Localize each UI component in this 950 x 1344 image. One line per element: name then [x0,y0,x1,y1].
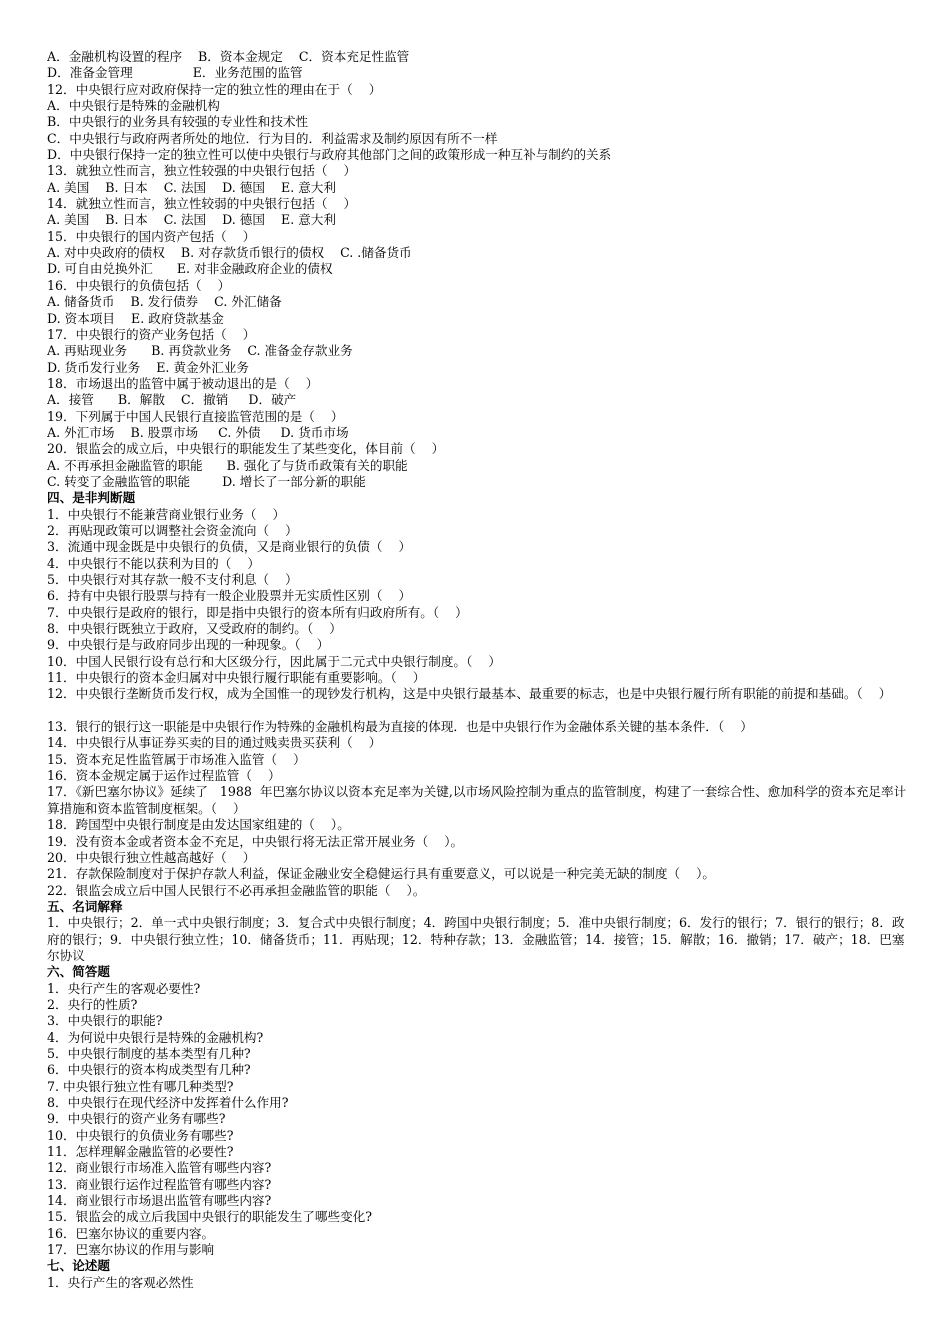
text-line: C. 转变了金融监管的职能 D. 增长了一部分新的职能 [47,473,366,489]
text-line: 15．中央银行的国内资产包括（ ） [47,228,256,244]
text-line: 5．中央银行制度的基本类型有几种? [47,1045,251,1061]
text-line: 2．央行的性质? [47,996,138,1012]
text-line: A．金融机构设置的程序 B．资本金规定 C．资本充足性监管 [47,49,410,64]
text-line: 10．中央银行的负债业务有哪些? [47,1127,234,1143]
text-line: 13．银行的银行这一职能是中央银行作为特殊的金融机构最为直接的体现．也是中央银行作为金融体系关键的基本条件．（ ） [47,719,753,735]
text-line: D．中央银行保持一定的独立性可以使中央银行与政府其他部门之间的政策形成一种互补与制约的关系 [47,147,612,163]
text-line: D．准备金管理 E．业务范围的监管 [47,65,303,81]
text-line: A. 再贴现业务 B. 再贷款业务 C. 准备金存款业务 [47,343,353,359]
text-line: 17．巴塞尔协议的作用与影响 [47,1242,215,1258]
text-line: 12．中央银行垄断货币发行权，成为全国惟一的现钞发行机构，这是中央银行最基本、最重要的标志，也是中央银行履行所有职能的前提和基础。（ ） [47,686,892,702]
text-line: 9．中央银行是与政府同步出现的一种现象。（ ） [47,637,330,653]
text-line: 2．再贴现政策可以调整社会资金流向（ ） [47,522,298,538]
text-line: 15．银监会的成立后我国中央银行的职能发生了哪些变化? [47,1209,373,1225]
text-line: 20．银监会的成立后，中央银行的职能发生了某些变化，体目前（ ） [47,441,445,457]
text-line: 17．《新巴塞尔协议》延续了 1988 年巴塞尔协议以资本充足率为关键,以市场风险控制为重点的监管制度，构建了一套综合性、愈加科学的资本充足率计算措施和资本监管制度框架。（ ） [47,784,907,816]
text-line: 6．中央银行的资本构成类型有几种? [47,1062,251,1078]
text-line: 13．商业银行运作过程监管有哪些内容? [47,1176,272,1192]
text-line: 7. 中央银行独立性有哪几种类型? [47,1078,234,1094]
text-line: 1．中央银行；2．单一式中央银行制度；3．复合式中央银行制度；4．跨国中央银行制度；5．准中央银行制度；6．发行的银行；7．银行的银行；8．政府的银行；9．中央银行独立性；10．储备货币；11．再贴现；12．特种存款；13．金融监管；14．接管；15．解散；16．撤销；17．破产；18．巴塞尔协议 [47,915,905,963]
text-line: 6．持有中央银行股票与持有一般企业股票并无实质性区别（ ） [47,588,412,604]
text-line: 16．巴塞尔协议的重要内容。 [47,1225,215,1241]
section-heading: 五、名词解释 [47,898,123,914]
document-body [47,49,909,1291]
text-line: 10．中国人民银行设有总行和大区级分行，因此属于二元式中央银行制度。（ ） [47,653,501,669]
text-line: 4．为何说中央银行是特殊的金融机构? [47,1029,264,1045]
text-line: A. 对中央政府的债权 B. 对存款货币银行的债权 C. .储备货币 [47,245,412,261]
text-line: 19．没有资本金或者资本金不充足，中央银行将无法正常开展业务（ ）。 [47,833,464,849]
text-line: A. 不再承担金融监管的职能 B. 强化了与货币政策有关的职能 [47,457,408,473]
text-line: 21．存款保险制度对于保护存款人利益，保证金融业安全稳健运行具有重要意义，可以说是一种完美无缺的制度（ ）。 [47,866,716,882]
text-line: D. 资本项目 E. 政府贷款基金 [47,310,224,326]
text-line: A．接管 B．解散 C．撤销 D．破产 [47,392,297,408]
text-line: 11．怎样理解金融监管的必要性? [47,1144,234,1160]
text-line: 7．中央银行是政府的银行，即是指中央银行的资本所有归政府所有。（ ） [47,604,468,620]
text-line: 14．中央银行从事证券买卖的目的通过贱卖贵买获利（ ） [47,735,382,751]
text-line: 12．商业银行市场准入监管有哪些内容? [47,1160,272,1176]
text-line: 17．中央银行的资产业务包括（ ） [47,326,256,342]
section-heading: 四、是非判断题 [47,490,136,506]
text-line: A．中央银行是特殊的金融机构 [47,98,220,114]
text-line: 11．中央银行的资本金归属对中央银行履行职能有重要影响。（ ） [47,670,426,686]
text-line: 1．央行产生的客观必要性? [47,980,201,996]
text-line: 3．流通中现金既是中央银行的负债，又是商业银行的负债（ ） [47,539,412,555]
text-line: 3．中央银行的职能? [47,1013,163,1029]
text-line: A. 储备货币 B. 发行债券 C. 外汇储备 [47,294,282,310]
section-heading: 六、简答题 [47,964,110,980]
text-line: D. 可自由兑换外汇 E. 对非金融政府企业的债权 [47,261,333,277]
text-line: 14．商业银行市场退出监管有哪些内容? [47,1193,272,1209]
section-heading: 七、论述题 [47,1258,110,1274]
text-line: 19．下列属于中国人民银行直接监管范围的是（ ） [47,408,344,424]
text-line: 20．中央银行独立性越高越好（ ） [47,849,256,865]
text-line: 14．就独立性而言，独立性较弱的中央银行包括（ ） [47,196,357,212]
text-line: 1．中央银行不能兼营商业银行业务（ ） [47,506,286,522]
text-line: 18．市场退出的监管中属于被动退出的是（ ） [47,375,319,391]
text-line: 8．中央银行在现代经济中发挥着什么作用? [47,1095,289,1111]
text-line: 4．中央银行不能以获利为目的（ ） [47,555,260,571]
text-line: A. 美国 B. 日本 C. 法国 D. 德国 E. 意大利 [47,179,336,195]
text-line: 9．中央银行的资产业务有哪些? [47,1111,226,1127]
text-line: A. 美国 B. 日本 C. 法国 D. 德国 E. 意大利 [47,212,336,228]
text-line: 18．跨国型中央银行制度是由发达国家组建的（ ）。 [47,817,350,833]
text-line: D. 货币发行业务 E. 黄金外汇业务 [47,359,249,375]
text-line: 22．银监会成立后中国人民银行不必再承担金融监管的职能（ ）。 [47,882,426,898]
text-line: B．中央银行的业务具有较强的专业性和技术性 [47,114,309,130]
text-line: 12．中央银行应对政府保持一定的独立性的理由在于（ ） [47,81,382,97]
text-line: 5．中央银行对其存款一般不支付利息（ ） [47,572,298,587]
text-line: 15．资本充足性监管属于市场准入监管（ ） [47,751,306,767]
text-line: 16．资本金规定属于运作过程监管（ ） [47,768,281,784]
text-line: A. 外汇市场 B. 股票市场 C. 外债 D. 货币市场 [47,424,349,440]
text-line: 16．中央银行的负债包括（ ） [47,277,231,293]
text-line: C．中央银行与政府两者所处的地位．行为目的．利益需求及制约原因有所不一样 [47,130,498,146]
text-line: 1．央行产生的客观必然性 [47,1274,194,1290]
text-line: 13．就独立性而言，独立性较强的中央银行包括（ ） [47,163,357,179]
text-line: 8．中央银行既独立于政府，又受政府的制约。（ ） [47,621,342,637]
